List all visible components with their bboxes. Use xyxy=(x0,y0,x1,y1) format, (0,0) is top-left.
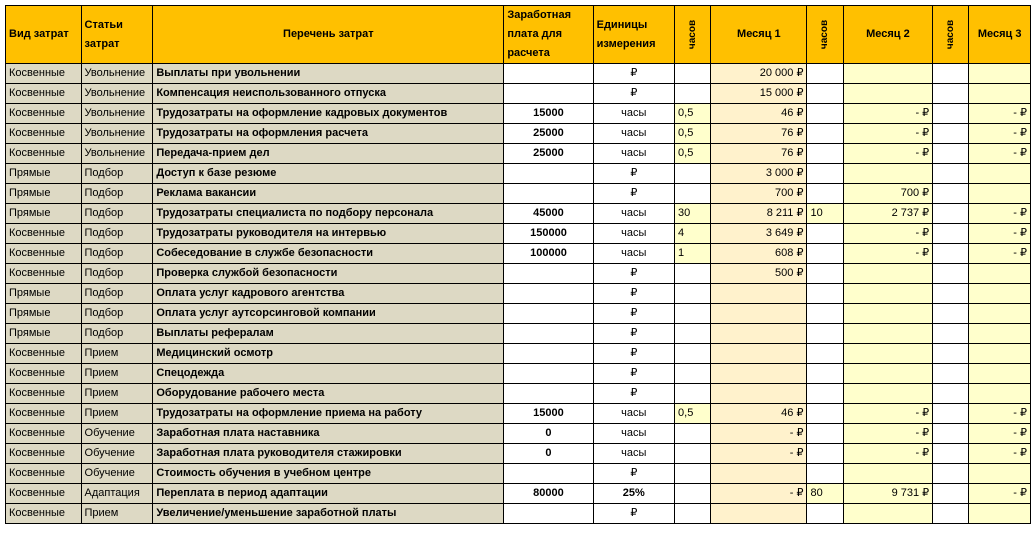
cell-hours-1[interactable] xyxy=(675,324,711,344)
cell-hours-1[interactable] xyxy=(675,284,711,304)
cell-type[interactable]: Косвенные xyxy=(6,484,82,504)
cell-month-2[interactable]: 9 731 ₽ xyxy=(843,484,933,504)
cell-unit[interactable]: часы xyxy=(593,144,674,164)
cell-salary[interactable] xyxy=(504,384,593,404)
cell-hours-1[interactable] xyxy=(675,364,711,384)
cell-unit[interactable]: часы xyxy=(593,224,674,244)
cell-month-1[interactable]: 46 ₽ xyxy=(711,104,807,124)
cell-type[interactable]: Косвенные xyxy=(6,344,82,364)
cell-month-3[interactable] xyxy=(969,344,1031,364)
cell-hours-3[interactable] xyxy=(933,244,969,264)
cell-hours-1[interactable] xyxy=(675,264,711,284)
cell-unit[interactable]: ₽ xyxy=(593,344,674,364)
cell-month-1[interactable] xyxy=(711,384,807,404)
cell-month-1[interactable]: 46 ₽ xyxy=(711,404,807,424)
cell-month-3[interactable] xyxy=(969,304,1031,324)
cell-hours-1[interactable]: 0,5 xyxy=(675,144,711,164)
cell-article[interactable]: Увольнение xyxy=(81,124,153,144)
cell-month-1[interactable]: - ₽ xyxy=(711,484,807,504)
table-row xyxy=(6,404,1031,424)
cell-month-2[interactable] xyxy=(843,384,933,404)
cell-article[interactable]: Подбор xyxy=(81,184,153,204)
header-month-3[interactable]: Месяц 3 xyxy=(969,6,1031,64)
cell-month-1[interactable] xyxy=(711,464,807,484)
cell-hours-3[interactable] xyxy=(933,264,969,284)
cell-month-3[interactable]: - ₽ xyxy=(969,244,1031,264)
cell-hours-2[interactable] xyxy=(807,224,843,244)
cell-salary[interactable]: 15000 xyxy=(504,404,593,424)
header-row xyxy=(6,6,1031,64)
cell-month-3[interactable]: - ₽ xyxy=(969,124,1031,144)
cell-month-1[interactable]: 76 ₽ xyxy=(711,144,807,164)
cell-month-3[interactable] xyxy=(969,64,1031,84)
header-month-2[interactable]: Месяц 2 xyxy=(843,6,933,64)
cell-hours-2[interactable] xyxy=(807,384,843,404)
cell-hours-3[interactable] xyxy=(933,404,969,424)
cell-item[interactable]: Заработная плата руководителя стажировки xyxy=(153,444,504,464)
cell-item[interactable]: Доступ к базе резюме xyxy=(153,164,504,184)
cell-salary[interactable] xyxy=(504,84,593,104)
cell-month-3[interactable]: - ₽ xyxy=(969,204,1031,224)
cell-month-3[interactable] xyxy=(969,324,1031,344)
table-row xyxy=(6,244,1031,264)
table-row xyxy=(6,464,1031,484)
cell-month-2[interactable] xyxy=(843,64,933,84)
cell-item[interactable]: Выплаты рефералам xyxy=(153,324,504,344)
cell-month-2[interactable]: - ₽ xyxy=(843,224,933,244)
header-type[interactable]: Вид затрат xyxy=(6,6,82,64)
cell-hours-2[interactable] xyxy=(807,264,843,284)
cell-salary[interactable] xyxy=(504,464,593,484)
cell-hours-3[interactable] xyxy=(933,224,969,244)
cell-month-2[interactable]: - ₽ xyxy=(843,104,933,124)
cell-type[interactable]: Косвенные xyxy=(6,64,82,84)
cell-unit[interactable]: ₽ xyxy=(593,84,674,104)
cell-month-1[interactable] xyxy=(711,324,807,344)
cell-type[interactable]: Косвенные xyxy=(6,384,82,404)
cell-item[interactable]: Компенсация неиспользованного отпуска xyxy=(153,84,504,104)
cell-salary[interactable]: 25000 xyxy=(504,124,593,144)
cell-salary[interactable] xyxy=(504,304,593,324)
cell-type[interactable]: Прямые xyxy=(6,284,82,304)
cell-hours-3[interactable] xyxy=(933,204,969,224)
cell-article[interactable]: Подбор xyxy=(81,324,153,344)
cell-hours-2[interactable]: 10 xyxy=(807,204,843,224)
cell-hours-2[interactable] xyxy=(807,124,843,144)
cell-month-1[interactable] xyxy=(711,304,807,324)
cell-unit[interactable]: часы xyxy=(593,424,674,444)
cell-item[interactable]: Стоимость обучения в учебном центре xyxy=(153,464,504,484)
cell-hours-3[interactable] xyxy=(933,304,969,324)
cell-month-2[interactable] xyxy=(843,264,933,284)
cell-type[interactable]: Косвенные xyxy=(6,404,82,424)
cell-salary[interactable]: 100000 xyxy=(504,244,593,264)
cell-hours-2[interactable] xyxy=(807,104,843,124)
cell-hours-2[interactable] xyxy=(807,364,843,384)
cell-hours-1[interactable] xyxy=(675,304,711,324)
cell-article[interactable]: Прием xyxy=(81,404,153,424)
cell-article[interactable]: Обучение xyxy=(81,444,153,464)
cell-article[interactable]: Увольнение xyxy=(81,144,153,164)
cell-hours-2[interactable] xyxy=(807,444,843,464)
cell-type[interactable]: Косвенные xyxy=(6,424,82,444)
cell-article[interactable]: Обучение xyxy=(81,424,153,444)
header-month-1[interactable]: Месяц 1 xyxy=(711,6,807,64)
cell-type[interactable]: Прямые xyxy=(6,324,82,344)
cell-salary[interactable]: 25000 xyxy=(504,144,593,164)
table-row xyxy=(6,444,1031,464)
cell-salary[interactable] xyxy=(504,184,593,204)
cell-hours-3[interactable] xyxy=(933,164,969,184)
cell-item[interactable]: Оборудование рабочего места xyxy=(153,384,504,404)
cell-month-2[interactable] xyxy=(843,464,933,484)
cell-article[interactable]: Прием xyxy=(81,504,153,524)
cell-hours-3[interactable] xyxy=(933,384,969,404)
cell-unit[interactable]: ₽ xyxy=(593,164,674,184)
cell-unit[interactable]: ₽ xyxy=(593,184,674,204)
cell-month-1[interactable]: 3 649 ₽ xyxy=(711,224,807,244)
cell-month-1[interactable]: 608 ₽ xyxy=(711,244,807,264)
table-body xyxy=(6,64,1031,524)
cell-hours-2[interactable]: 80 xyxy=(807,484,843,504)
cell-unit[interactable]: часы xyxy=(593,204,674,224)
cell-unit[interactable]: ₽ xyxy=(593,64,674,84)
cell-hours-1[interactable]: 4 xyxy=(675,224,711,244)
cell-hours-3[interactable] xyxy=(933,84,969,104)
cell-salary[interactable] xyxy=(504,324,593,344)
cell-hours-1[interactable] xyxy=(675,164,711,184)
cell-article[interactable]: Подбор xyxy=(81,244,153,264)
costs-table xyxy=(5,5,1031,524)
cell-article[interactable]: Адаптация xyxy=(81,484,153,504)
cell-hours-1[interactable] xyxy=(675,464,711,484)
cell-item[interactable]: Проверка службой безопасности xyxy=(153,264,504,284)
cell-item[interactable]: Трудозатраты на оформление кадровых документов xyxy=(153,104,504,124)
table-row xyxy=(6,84,1031,104)
cell-salary[interactable] xyxy=(504,164,593,184)
header-hours-3-label: часов xyxy=(945,19,957,50)
cell-item[interactable]: Трудозатраты специалиста по подбору персонала xyxy=(153,204,504,224)
cell-hours-3[interactable] xyxy=(933,104,969,124)
cell-hours-2[interactable] xyxy=(807,184,843,204)
cell-unit[interactable]: часы xyxy=(593,444,674,464)
cell-unit[interactable]: часы xyxy=(593,124,674,144)
table-row xyxy=(6,224,1031,244)
cell-month-2[interactable]: - ₽ xyxy=(843,424,933,444)
cell-month-3[interactable] xyxy=(969,264,1031,284)
table-row xyxy=(6,144,1031,164)
cell-month-1[interactable]: - ₽ xyxy=(711,444,807,464)
cell-type[interactable]: Прямые xyxy=(6,204,82,224)
cell-item[interactable]: Переплата в период адаптации xyxy=(153,484,504,504)
cell-article[interactable]: Прием xyxy=(81,344,153,364)
cell-hours-1[interactable] xyxy=(675,84,711,104)
cell-hours-3[interactable] xyxy=(933,484,969,504)
cell-hours-3[interactable] xyxy=(933,124,969,144)
cell-hours-2[interactable] xyxy=(807,64,843,84)
cell-item[interactable]: Собеседование в службе безопасности xyxy=(153,244,504,264)
cell-type[interactable]: Прямые xyxy=(6,184,82,204)
cell-month-2[interactable]: - ₽ xyxy=(843,244,933,264)
cell-month-1[interactable]: 3 000 ₽ xyxy=(711,164,807,184)
cell-hours-1[interactable] xyxy=(675,504,711,524)
cell-item[interactable]: Трудозатраты руководителя на интервью xyxy=(153,224,504,244)
cell-month-2[interactable] xyxy=(843,304,933,324)
cell-month-2[interactable] xyxy=(843,364,933,384)
cell-month-1[interactable] xyxy=(711,344,807,364)
cell-hours-1[interactable]: 0,5 xyxy=(675,104,711,124)
cell-unit[interactable]: ₽ xyxy=(593,264,674,284)
table-row xyxy=(6,204,1031,224)
header-hours-2[interactable] xyxy=(807,6,843,64)
cell-hours-1[interactable]: 0,5 xyxy=(675,404,711,424)
cell-month-2[interactable] xyxy=(843,324,933,344)
header-salary[interactable]: Заработная плата для расчета xyxy=(504,6,593,64)
cell-article[interactable]: Прием xyxy=(81,384,153,404)
cell-hours-1[interactable]: 30 xyxy=(675,204,711,224)
cell-salary[interactable]: 150000 xyxy=(504,224,593,244)
table-row xyxy=(6,424,1031,444)
cell-article[interactable]: Увольнение xyxy=(81,64,153,84)
cell-month-2[interactable] xyxy=(843,344,933,364)
table-row xyxy=(6,184,1031,204)
cell-month-2[interactable]: - ₽ xyxy=(843,444,933,464)
cell-salary[interactable] xyxy=(504,344,593,364)
cell-month-1[interactable]: 500 ₽ xyxy=(711,264,807,284)
cell-unit[interactable]: часы xyxy=(593,104,674,124)
cell-article[interactable]: Увольнение xyxy=(81,84,153,104)
cell-month-3[interactable] xyxy=(969,504,1031,524)
cell-month-2[interactable]: - ₽ xyxy=(843,124,933,144)
cell-item[interactable]: Увеличение/уменьшение заработной платы xyxy=(153,504,504,524)
cell-month-3[interactable] xyxy=(969,84,1031,104)
cell-type[interactable]: Прямые xyxy=(6,304,82,324)
cell-month-3[interactable]: - ₽ xyxy=(969,404,1031,424)
cell-type[interactable]: Косвенные xyxy=(6,504,82,524)
cell-article[interactable]: Подбор xyxy=(81,204,153,224)
cell-salary[interactable] xyxy=(504,264,593,284)
cell-hours-2[interactable] xyxy=(807,304,843,324)
header-hours-1[interactable] xyxy=(675,6,711,64)
cell-hours-2[interactable] xyxy=(807,344,843,364)
cell-hours-2[interactable] xyxy=(807,324,843,344)
cell-month-3[interactable]: - ₽ xyxy=(969,424,1031,444)
cell-article[interactable]: Подбор xyxy=(81,264,153,284)
cell-hours-3[interactable] xyxy=(933,464,969,484)
table-row xyxy=(6,304,1031,324)
cell-month-1[interactable] xyxy=(711,504,807,524)
cell-item[interactable]: Спецодежда xyxy=(153,364,504,384)
header-list[interactable]: Перечень затрат xyxy=(153,6,504,64)
cell-month-1[interactable]: 700 ₽ xyxy=(711,184,807,204)
cell-type[interactable]: Косвенные xyxy=(6,464,82,484)
cell-article[interactable]: Подбор xyxy=(81,164,153,184)
cell-month-2[interactable] xyxy=(843,164,933,184)
cell-month-3[interactable]: - ₽ xyxy=(969,444,1031,464)
table-row xyxy=(6,164,1031,184)
cell-hours-2[interactable] xyxy=(807,464,843,484)
cell-month-1[interactable] xyxy=(711,284,807,304)
header-hours-2-label: часов xyxy=(819,19,831,50)
cell-hours-3[interactable] xyxy=(933,184,969,204)
cell-item[interactable]: Оплата услуг кадрового агентства xyxy=(153,284,504,304)
cell-hours-1[interactable]: 0,5 xyxy=(675,124,711,144)
table-row xyxy=(6,504,1031,524)
table-row xyxy=(6,264,1031,284)
cell-hours-2[interactable] xyxy=(807,144,843,164)
cell-hours-1[interactable]: 1 xyxy=(675,244,711,264)
cell-month-3[interactable]: - ₽ xyxy=(969,144,1031,164)
table-row xyxy=(6,64,1031,84)
cell-type[interactable]: Косвенные xyxy=(6,84,82,104)
cell-item[interactable]: Оплата услуг аутсорсинговой компании xyxy=(153,304,504,324)
cell-hours-3[interactable] xyxy=(933,344,969,364)
cell-month-1[interactable] xyxy=(711,364,807,384)
cell-month-3[interactable] xyxy=(969,284,1031,304)
cell-salary[interactable]: 0 xyxy=(504,444,593,464)
cell-hours-3[interactable] xyxy=(933,424,969,444)
cell-month-2[interactable]: 700 ₽ xyxy=(843,184,933,204)
cell-article[interactable]: Увольнение xyxy=(81,104,153,124)
header-hours-1-label: часов xyxy=(687,19,699,50)
cell-month-3[interactable]: - ₽ xyxy=(969,224,1031,244)
cell-month-3[interactable]: - ₽ xyxy=(969,484,1031,504)
cell-hours-1[interactable] xyxy=(675,444,711,464)
cell-article[interactable]: Подбор xyxy=(81,304,153,324)
cell-month-3[interactable] xyxy=(969,184,1031,204)
cell-unit[interactable]: ₽ xyxy=(593,364,674,384)
cell-hours-3[interactable] xyxy=(933,144,969,164)
cell-item[interactable]: Трудозатраты на оформление приема на работу xyxy=(153,404,504,424)
cell-unit[interactable]: 25% xyxy=(593,484,674,504)
cell-hours-2[interactable] xyxy=(807,84,843,104)
table-row xyxy=(6,124,1031,144)
cell-item[interactable]: Медицинский осмотр xyxy=(153,344,504,364)
cell-type[interactable]: Косвенные xyxy=(6,104,82,124)
cell-unit[interactable]: ₽ xyxy=(593,284,674,304)
cell-hours-1[interactable] xyxy=(675,384,711,404)
cell-salary[interactable]: 15000 xyxy=(504,104,593,124)
cell-type[interactable]: Косвенные xyxy=(6,264,82,284)
cell-item[interactable]: Выплаты при увольнении xyxy=(153,64,504,84)
cell-month-3[interactable]: - ₽ xyxy=(969,104,1031,124)
cell-type[interactable]: Косвенные xyxy=(6,364,82,384)
cell-hours-2[interactable] xyxy=(807,244,843,264)
cell-hours-2[interactable] xyxy=(807,424,843,444)
cell-salary[interactable]: 0 xyxy=(504,424,593,444)
cell-unit[interactable]: ₽ xyxy=(593,384,674,404)
header-hours-3[interactable] xyxy=(933,6,969,64)
cell-month-2[interactable] xyxy=(843,284,933,304)
cell-unit[interactable]: ₽ xyxy=(593,304,674,324)
cell-hours-1[interactable] xyxy=(675,184,711,204)
cell-month-3[interactable] xyxy=(969,364,1031,384)
cell-month-1[interactable]: 76 ₽ xyxy=(711,124,807,144)
cell-month-1[interactable]: 15 000 ₽ xyxy=(711,84,807,104)
cell-month-2[interactable] xyxy=(843,504,933,524)
cell-unit[interactable]: ₽ xyxy=(593,504,674,524)
header-article[interactable]: Статьи затрат xyxy=(81,6,153,64)
table-row xyxy=(6,324,1031,344)
table-row xyxy=(6,484,1031,504)
cell-unit[interactable]: ₽ xyxy=(593,324,674,344)
header-units[interactable]: Единицы измерения xyxy=(593,6,674,64)
cell-type[interactable]: Косвенные xyxy=(6,144,82,164)
cell-salary[interactable] xyxy=(504,284,593,304)
cell-unit[interactable]: часы xyxy=(593,404,674,424)
cell-type[interactable]: Косвенные xyxy=(6,224,82,244)
table-row xyxy=(6,364,1031,384)
cell-hours-1[interactable] xyxy=(675,484,711,504)
cell-article[interactable]: Обучение xyxy=(81,464,153,484)
cell-hours-2[interactable] xyxy=(807,404,843,424)
table-row xyxy=(6,284,1031,304)
cell-type[interactable]: Косвенные xyxy=(6,124,82,144)
cell-salary[interactable] xyxy=(504,64,593,84)
cell-month-3[interactable] xyxy=(969,384,1031,404)
cell-salary[interactable]: 45000 xyxy=(504,204,593,224)
cell-article[interactable]: Подбор xyxy=(81,284,153,304)
cell-hours-1[interactable] xyxy=(675,344,711,364)
cell-hours-3[interactable] xyxy=(933,504,969,524)
cell-hours-3[interactable] xyxy=(933,284,969,304)
cell-month-2[interactable] xyxy=(843,84,933,104)
cell-hours-1[interactable] xyxy=(675,424,711,444)
cell-unit[interactable]: ₽ xyxy=(593,464,674,484)
cell-hours-2[interactable] xyxy=(807,164,843,184)
cell-hours-1[interactable] xyxy=(675,64,711,84)
cell-item[interactable]: Трудозатраты на оформления расчета xyxy=(153,124,504,144)
cell-article[interactable]: Подбор xyxy=(81,224,153,244)
cell-salary[interactable]: 80000 xyxy=(504,484,593,504)
cell-month-1[interactable]: - ₽ xyxy=(711,424,807,444)
cell-hours-3[interactable] xyxy=(933,364,969,384)
cell-unit[interactable]: часы xyxy=(593,244,674,264)
cell-hours-2[interactable] xyxy=(807,504,843,524)
cell-type[interactable]: Косвенные xyxy=(6,444,82,464)
cell-article[interactable]: Прием xyxy=(81,364,153,384)
cell-salary[interactable] xyxy=(504,504,593,524)
cell-month-2[interactable]: 2 737 ₽ xyxy=(843,204,933,224)
cell-month-3[interactable] xyxy=(969,164,1031,184)
cell-hours-3[interactable] xyxy=(933,324,969,344)
cell-type[interactable]: Косвенные xyxy=(6,244,82,264)
table-row xyxy=(6,104,1031,124)
cell-hours-2[interactable] xyxy=(807,284,843,304)
cell-hours-3[interactable] xyxy=(933,444,969,464)
cell-item[interactable]: Передача-прием дел xyxy=(153,144,504,164)
cell-item[interactable]: Заработная плата наставника xyxy=(153,424,504,444)
cell-month-2[interactable]: - ₽ xyxy=(843,404,933,424)
table-row xyxy=(6,384,1031,404)
cell-item[interactable]: Реклама вакансии xyxy=(153,184,504,204)
cell-hours-3[interactable] xyxy=(933,64,969,84)
cell-month-2[interactable]: - ₽ xyxy=(843,144,933,164)
table-row xyxy=(6,344,1031,364)
cell-month-1[interactable]: 8 211 ₽ xyxy=(711,204,807,224)
cell-salary[interactable] xyxy=(504,364,593,384)
cell-month-3[interactable] xyxy=(969,464,1031,484)
cell-type[interactable]: Прямые xyxy=(6,164,82,184)
cell-month-1[interactable]: 20 000 ₽ xyxy=(711,64,807,84)
